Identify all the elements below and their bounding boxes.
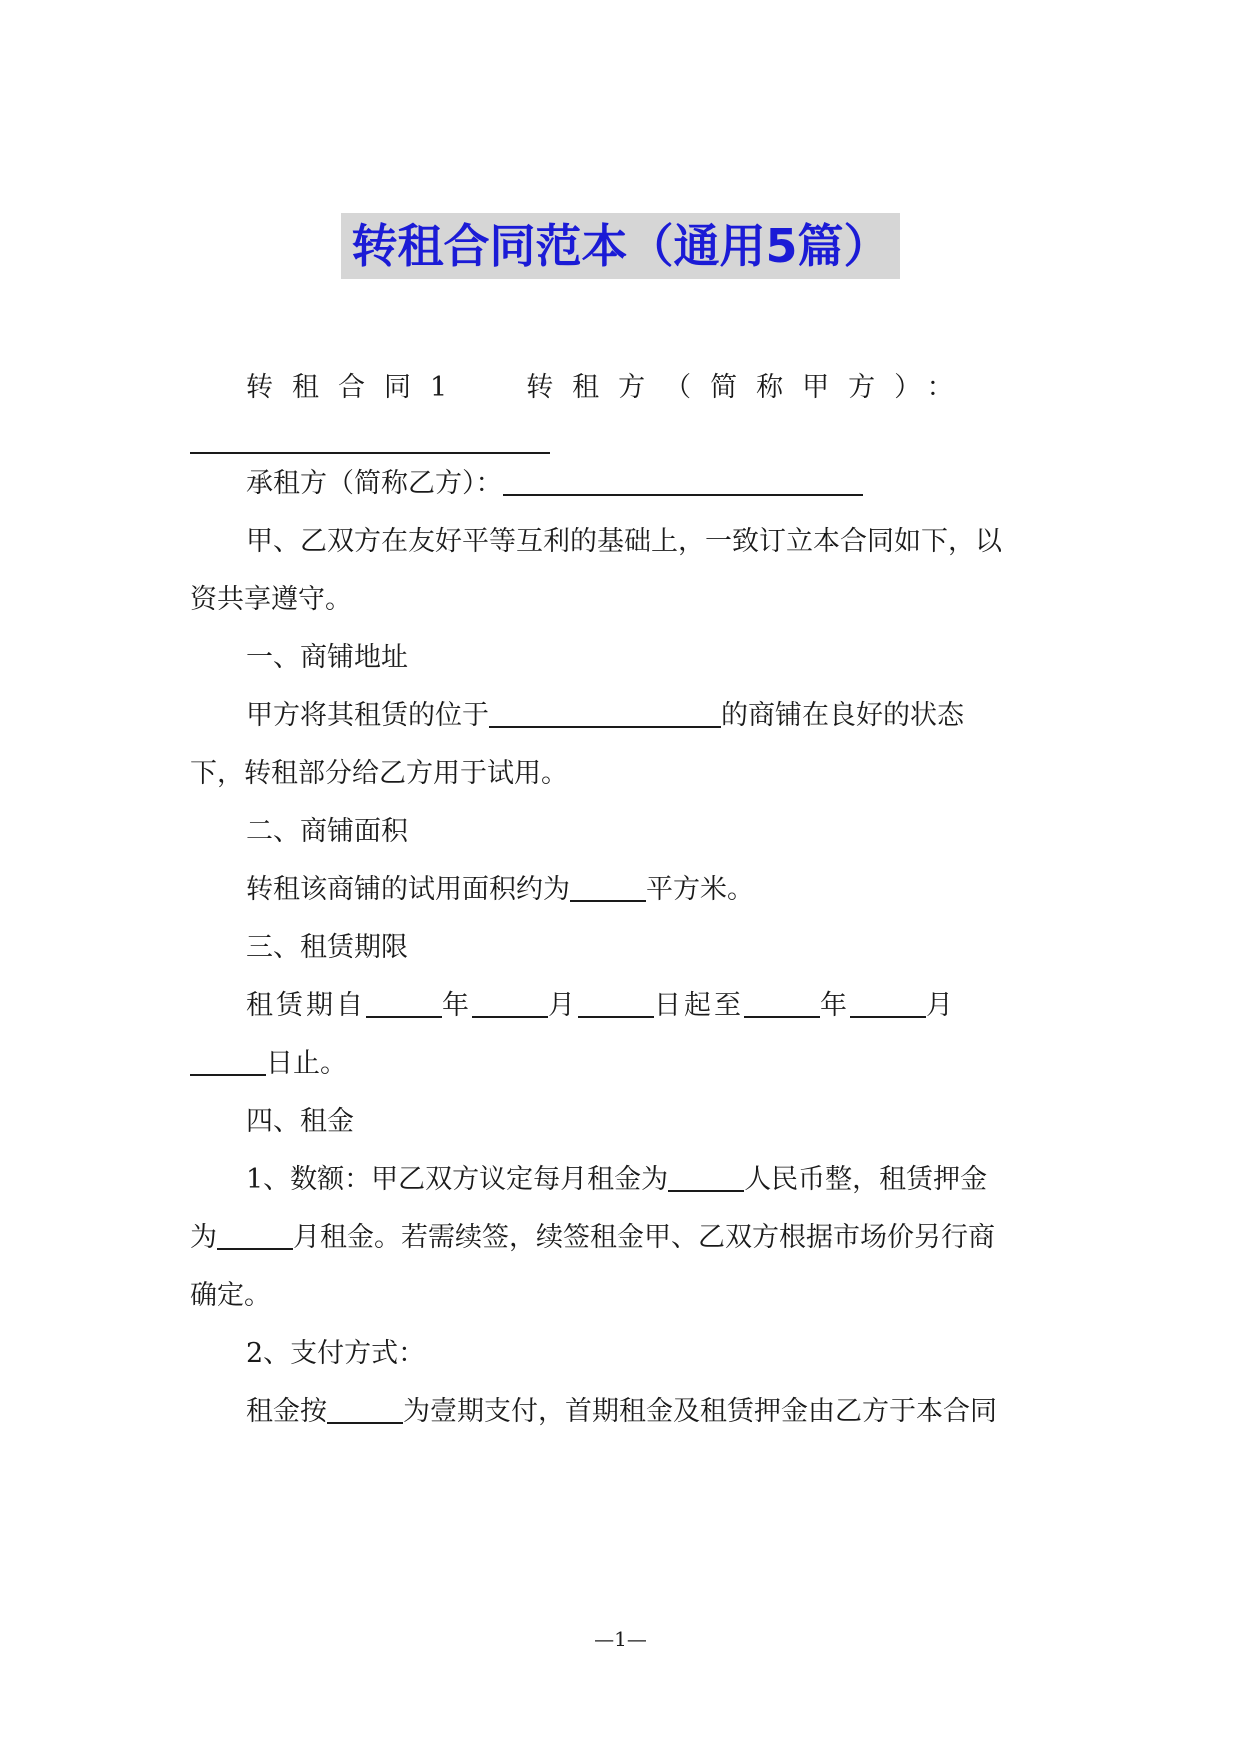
paragraph-line xyxy=(246,986,956,1026)
sublessor-blank[interactable] xyxy=(190,422,550,454)
end-month-blank[interactable] xyxy=(850,986,926,1018)
text: 月 xyxy=(548,990,578,1021)
text: 的商铺在良好的状态 xyxy=(721,700,964,731)
text: 年 xyxy=(442,990,472,1021)
section-heading xyxy=(246,928,408,968)
text: 平方米。 xyxy=(646,874,754,905)
paragraph-line xyxy=(190,754,568,794)
text: 甲方将其租赁的位于 xyxy=(246,700,489,731)
end-day-blank[interactable] xyxy=(190,1044,266,1076)
section-heading xyxy=(246,638,408,678)
paragraph-line xyxy=(190,1218,995,1258)
section-heading xyxy=(246,812,408,852)
section-heading xyxy=(246,1334,425,1374)
paragraph-line xyxy=(246,696,964,736)
lessee-blank[interactable] xyxy=(503,464,863,496)
paragraph-line xyxy=(246,1392,997,1432)
section-3-heading: 三、租赁期限 xyxy=(246,932,408,963)
paragraph-line xyxy=(246,368,973,408)
text: 租金按 xyxy=(246,1396,327,1427)
text: 为 xyxy=(190,1222,217,1253)
area-blank[interactable] xyxy=(570,870,646,902)
text: 确定。 xyxy=(190,1280,271,1311)
title-container xyxy=(0,213,1241,279)
address-blank[interactable] xyxy=(489,696,721,728)
section-4-heading: 四、租金 xyxy=(246,1106,354,1137)
paragraph-line xyxy=(246,464,863,504)
text: 资共享遵守。 xyxy=(190,584,352,615)
start-year-blank[interactable] xyxy=(366,986,442,1018)
rent-amount-blank[interactable] xyxy=(668,1160,744,1192)
paragraph-line xyxy=(246,522,1002,562)
section-2-heading: 二、商铺面积 xyxy=(246,816,408,847)
text: 日止。 xyxy=(266,1048,347,1079)
start-day-blank[interactable] xyxy=(578,986,654,1018)
text: 1、数额：甲乙双方议定每月租金为 xyxy=(246,1164,669,1195)
paragraph-line xyxy=(246,1160,987,1200)
end-year-blank[interactable] xyxy=(744,986,820,1018)
paragraph-line xyxy=(246,870,754,910)
text: 转租该商铺的试用面积约为 xyxy=(246,874,570,905)
start-month-blank[interactable] xyxy=(472,986,548,1018)
text: 人民币整，租赁押金 xyxy=(744,1164,988,1195)
text: 年 xyxy=(820,990,850,1021)
contract-heading: 转租合同1 xyxy=(246,372,467,403)
paragraph-line xyxy=(190,422,550,462)
text: 日起至 xyxy=(654,990,744,1021)
paragraph-line xyxy=(190,1044,347,1084)
text: 月 xyxy=(926,990,956,1021)
text: 月租金。若需续签，续签租金甲、乙双方根据市场价另行商 xyxy=(293,1222,995,1253)
text: 下，转租部分给乙方用于试用。 xyxy=(190,758,568,789)
text: 甲、乙双方在友好平等互利的基础上，一致订立本合同如下，以 xyxy=(246,526,1002,557)
section-1-heading: 一、商铺地址 xyxy=(246,642,408,673)
deposit-months-blank[interactable] xyxy=(217,1218,293,1250)
text: 租赁期自 xyxy=(246,990,366,1021)
page-number: —1— xyxy=(594,1627,647,1651)
lessee-label: 承租方（简称乙方）： xyxy=(246,468,503,499)
payment-period-blank[interactable] xyxy=(327,1392,403,1424)
paragraph-line xyxy=(190,580,352,620)
sublessor-label: 转租方（简称甲方）： xyxy=(526,372,973,403)
text: 为壹期支付，首期租金及租赁押金由乙方于本合同 xyxy=(403,1396,997,1427)
document-title: 转租合同范本（通用5篇） xyxy=(341,213,899,279)
payment-method-heading: 2、支付方式： xyxy=(246,1338,426,1369)
section-heading xyxy=(246,1102,354,1142)
paragraph-line xyxy=(190,1276,271,1316)
